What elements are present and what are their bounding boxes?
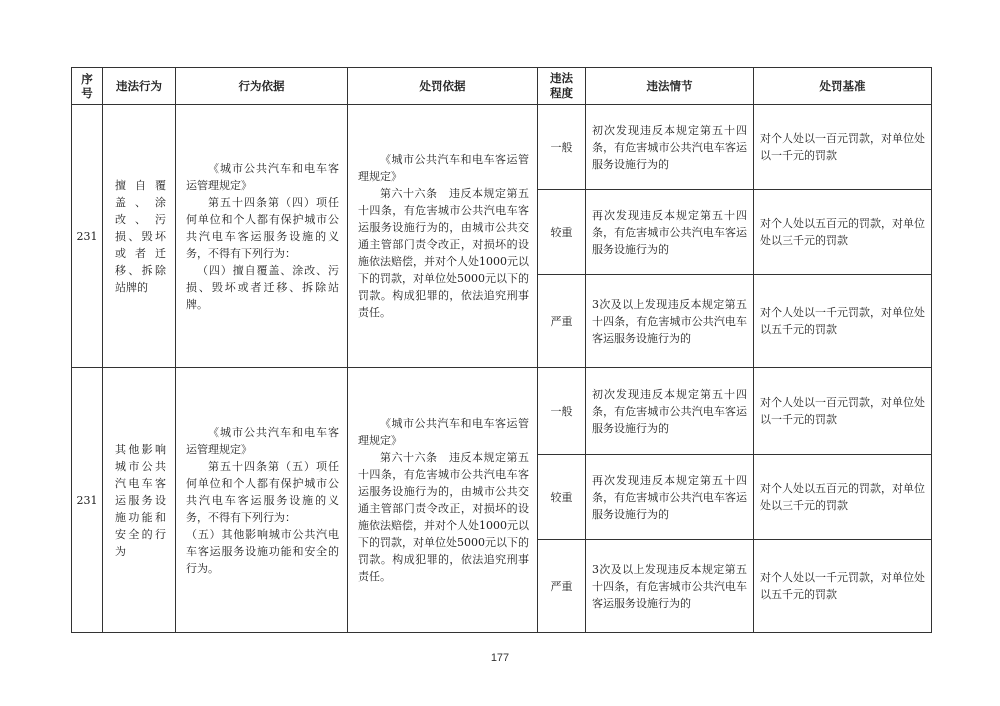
row-basis	[176, 368, 348, 633]
penalty-regulation: 《城市公共汽车和电车客运管理规定》	[358, 153, 529, 183]
header-row	[72, 68, 932, 105]
standard-cell: 对个人处以一千元罚款，对单位处以五千元的罚款	[754, 540, 932, 633]
standard-cell: 对个人处以一百元罚款，对单位处以一千元的罚款	[754, 368, 932, 455]
circumstance-cell: 再次发现违反本规定第五十四条，有危害城市公共汽电车客运服务设施行为的	[586, 455, 754, 540]
circumstance-cell: 3次及以上发现违反本规定第五十四条，有危害城市公共汽电车客运服务设施行为的	[586, 275, 754, 368]
row-act: 其他影响城市公共汽电车客运服务设施功能和安全的行为	[103, 368, 176, 633]
standard-cell: 对个人处以一千元罚款，对单位处以五千元的罚款	[754, 275, 932, 368]
row-act: 擅自覆盖、涂改、污损、毁坏或者迁移、拆除站牌的	[103, 105, 176, 368]
basis-item: （四）擅自覆盖、涂改、污损、毁坏或者迁移、拆除站牌。	[186, 263, 339, 311]
penalty-article: 第六十六条 违反本规定第五十四条，有危害城市公共汽电车客运服务设施行为的，由城市公共交通主管部门责令改正，对损坏的设施依法赔偿，并对个人处1000元以下的罚款，对单位处5000元以下的罚款。构成犯罪的，依法追究刑事责任。	[358, 451, 529, 583]
degree-cell: 一般	[538, 105, 586, 190]
circumstance-cell: 3次及以上发现违反本规定第五十四条，有危害城市公共汽电车客运服务设施行为的	[586, 540, 754, 633]
penalty-article: 第六十六条 违反本规定第五十四条，有危害城市公共汽电车客运服务设施行为的，由城市公共交通主管部门责令改正，对损坏的设施依法赔偿，并对个人处1000元以下的罚款，对单位处5000元以下的罚款。构成犯罪的，依法追究刑事责任。	[358, 187, 529, 319]
table-row	[72, 105, 932, 190]
degree-cell: 较重	[538, 455, 586, 540]
header-act: 违法行为	[103, 68, 176, 105]
header-seq: 序号	[72, 68, 103, 105]
standard-cell: 对个人处以五百元的罚款，对单位处以三千元的罚款	[754, 455, 932, 540]
degree-cell: 较重	[538, 190, 586, 275]
row-penalty-basis	[348, 368, 538, 633]
penalty-table	[71, 67, 932, 633]
row-penalty-basis	[348, 105, 538, 368]
basis-article: 第五十四条第（五）项任何单位和个人都有保护城市公共汽电车客运服务设施的义务，不得有下列行为：	[186, 459, 339, 524]
row-basis	[176, 105, 348, 368]
row-seq: 231	[72, 105, 103, 368]
header-penalty-basis: 处罚依据	[348, 68, 538, 105]
page-number: 177	[490, 652, 510, 664]
basis-item: （五）其他影响城市公共汽电车客运服务设施功能和安全的行为。	[186, 527, 339, 575]
circumstance-cell: 初次发现违反本规定第五十四条，有危害城市公共汽电车客运服务设施行为的	[586, 368, 754, 455]
basis-article: 第五十四条第（四）项任何单位和个人都有保护城市公共汽电车客运服务设施的义务，不得有下列行为：	[186, 195, 339, 260]
standard-cell: 对个人处以一百元罚款，对单位处以一千元的罚款	[754, 105, 932, 190]
standard-cell: 对个人处以五百元的罚款，对单位处以三千元的罚款	[754, 190, 932, 275]
circumstance-cell: 再次发现违反本规定第五十四条，有危害城市公共汽电车客运服务设施行为的	[586, 190, 754, 275]
circumstance-cell: 初次发现违反本规定第五十四条，有危害城市公共汽电车客运服务设施行为的	[586, 105, 754, 190]
header-degree: 违法程度	[538, 68, 586, 105]
header-circumstance: 违法情节	[586, 68, 754, 105]
header-basis: 行为依据	[176, 68, 348, 105]
degree-cell: 一般	[538, 368, 586, 455]
basis-regulation: 《城市公共汽车和电车客运管理规定》	[186, 161, 339, 192]
table-row	[72, 368, 932, 455]
header-standard: 处罚基准	[754, 68, 932, 105]
basis-regulation: 《城市公共汽车和电车客运管理规定》	[186, 425, 339, 456]
degree-cell: 严重	[538, 540, 586, 633]
penalty-regulation: 《城市公共汽车和电车客运管理规定》	[358, 417, 529, 447]
row-seq: 231	[72, 368, 103, 633]
degree-cell: 严重	[538, 275, 586, 368]
